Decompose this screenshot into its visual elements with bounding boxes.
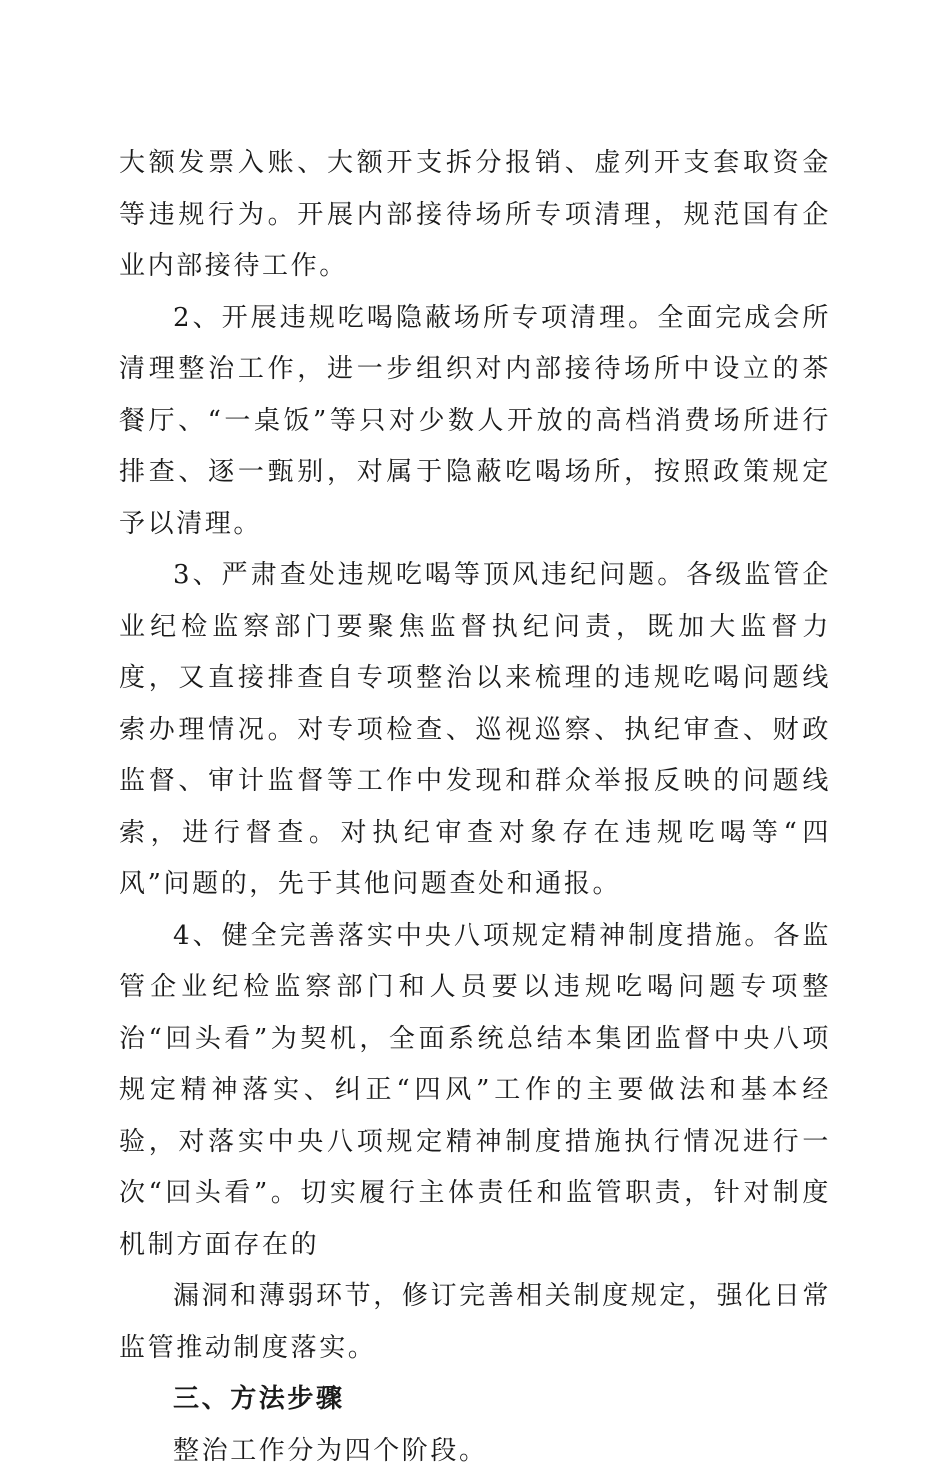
paragraph-item-3: 3、严肃查处违规吃喝等顶风违纪问题。各级监管企业纪检监察部门要聚焦监督执纪问责，既加大监督力度，又直接排查自专项整治以来梳理的违规吃喝问题线索办理情况。对专项检查、巡视巡察、执纪审查、财政监督、审计监督等工作中发现和群众举报反映的问题线索，进行督查。对执纪审查对象存在违规吃喝等“四风”问题的，先于其他问题查处和通报。: [119, 550, 831, 911]
paragraph-item-4-continued: 漏洞和薄弱环节，修订完善相关制度规定，强化日常监管推动制度落实。: [119, 1271, 831, 1374]
paragraph-stages: 整治工作分为四个阶段。: [119, 1426, 831, 1477]
document-body: [119, 138, 831, 1477]
paragraph-continuation: 大额发票入账、大额开支拆分报销、虚列开支套取资金等违规行为。开展内部接待场所专项清理，规范国有企业内部接待工作。: [119, 138, 831, 293]
paragraph-item-4: 4、健全完善落实中央八项规定精神制度措施。各监管企业纪检监察部门和人员要以违规吃喝问题专项整治“回头看”为契机，全面系统总结本集团监督中央八项规定精神落实、纠正“四风”工作的主要做法和基本经验，对落实中央八项规定精神制度措施执行情况进行一次“回头看”。切实履行主体责任和监管职责，针对制度机制方面存在的: [119, 911, 831, 1272]
section-heading: 三、方法步骤: [119, 1374, 831, 1426]
paragraph-item-2: 2、开展违规吃喝隐蔽场所专项清理。全面完成会所清理整治工作，进一步组织对内部接待场所中设立的茶餐厅、“一桌饭”等只对少数人开放的高档消费场所进行排查、逐一甄别，对属于隐蔽吃喝场所，按照政策规定予以清理。: [119, 293, 831, 551]
